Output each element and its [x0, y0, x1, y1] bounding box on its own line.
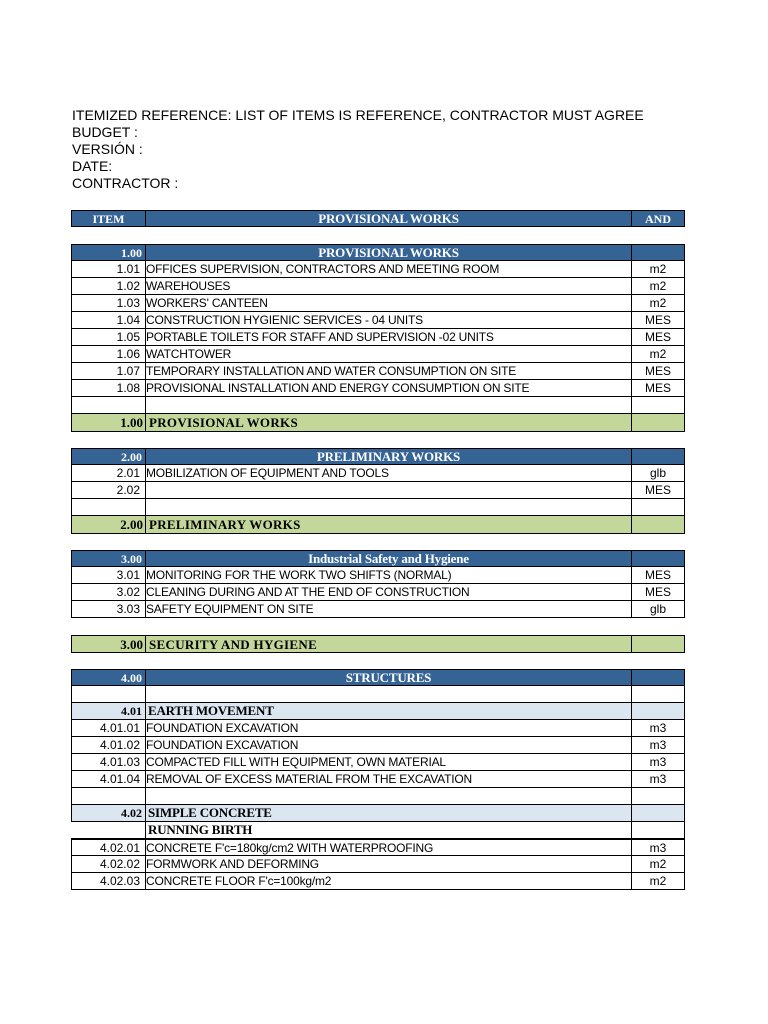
item-unit: MES	[644, 313, 671, 327]
item-unit: m2	[649, 874, 667, 888]
item-code: 1.08	[72, 380, 146, 396]
table-row	[71, 312, 685, 329]
item-unit: m3	[649, 738, 667, 752]
item-unit: glb	[649, 602, 666, 616]
item-unit: m2	[649, 347, 667, 361]
section-provisional-works	[71, 244, 685, 432]
section-title: PRELIMINARY WORKS	[146, 449, 632, 464]
item-code: 3.03	[72, 601, 146, 617]
item-description	[146, 482, 632, 498]
total-number: 2.00	[72, 516, 146, 533]
header-budget: BUDGET :	[72, 124, 138, 140]
subsection-unit-cell	[632, 805, 684, 821]
table-row	[71, 737, 685, 754]
empty-cell	[71, 822, 145, 838]
table-row	[71, 295, 685, 312]
item-code: 4.02.03	[72, 873, 146, 889]
table-row	[71, 261, 685, 278]
section-title: PROVISIONAL WORKS	[146, 245, 632, 260]
subsection-number: 4.01	[72, 703, 146, 719]
item-description: SAFETY EQUIPMENT ON SITE	[146, 601, 632, 617]
total-number: 1.00	[72, 414, 146, 431]
empty-cell	[146, 499, 632, 515]
item-code: 1.07	[72, 363, 146, 379]
table-row	[71, 465, 685, 482]
item-description: MOBILIZATION OF EQUIPMENT AND TOOLS	[146, 465, 632, 481]
item-description: CONCRETE FLOOR F'c=100kg/m2	[146, 873, 632, 889]
item-description: COMPACTED FILL WITH EQUIPMENT, OWN MATERIAL	[146, 754, 632, 770]
column-description-header: PROVISIONAL WORKS	[146, 211, 632, 226]
subsection-subtitle: RUNNING BIRTH	[145, 822, 632, 838]
section-header-row	[71, 448, 685, 465]
total-label: PRELIMINARY WORKS	[146, 516, 632, 533]
item-unit: m3	[649, 841, 667, 855]
item-description: TEMPORARY INSTALLATION AND WATER CONSUMPTION ON SITE	[146, 363, 632, 379]
item-code: 1.03	[72, 295, 146, 311]
item-code: 3.02	[72, 584, 146, 600]
item-unit: MES	[644, 585, 671, 599]
item-description: CLEANING DURING AND AT THE END OF CONSTRUCTION	[146, 584, 632, 600]
section-total-row	[71, 414, 685, 432]
item-description: CONCRETE F'c=180kg/cm2 WITH WATERPROOFING	[146, 840, 632, 855]
total-unit-cell	[632, 414, 684, 431]
table-row	[71, 363, 685, 380]
item-description: REMOVAL OF EXCESS MATERIAL FROM THE EXCAVATION	[146, 771, 632, 787]
table-row	[71, 754, 685, 771]
empty-cell	[146, 788, 632, 804]
empty-cell	[146, 397, 632, 413]
header-contractor: CONTRACTOR :	[72, 175, 179, 191]
table-row	[71, 839, 685, 856]
subsection-header-row	[71, 703, 685, 720]
section-preliminary-works	[71, 448, 685, 534]
header-reference: ITEMIZED REFERENCE: LIST OF ITEMS IS REFERENCE, CONTRACTOR MUST AGREE	[72, 107, 644, 123]
total-unit-cell	[632, 516, 684, 533]
section-total-row	[71, 635, 685, 653]
item-code: 4.02.02	[72, 856, 146, 872]
subsection-number: 4.02	[72, 805, 146, 821]
item-description: CONSTRUCTION HYGIENIC SERVICES - 04 UNITS	[146, 312, 632, 328]
empty-cell	[632, 822, 684, 838]
item-description: FOUNDATION EXCAVATION	[146, 720, 632, 736]
empty-row	[71, 686, 685, 703]
item-code: 1.04	[72, 312, 146, 328]
item-unit: m2	[649, 857, 667, 871]
subsection-title: EARTH MOVEMENT	[146, 703, 632, 719]
empty-cell	[72, 686, 146, 702]
item-code: 4.01.01	[72, 720, 146, 736]
item-unit: MES	[644, 381, 671, 395]
header-version: VERSIÓN :	[72, 141, 143, 157]
section-number: 3.00	[72, 551, 146, 566]
total-unit-cell	[632, 636, 684, 652]
empty-cell	[72, 499, 146, 515]
table-row	[71, 856, 685, 873]
item-code: 4.02.01	[72, 840, 146, 855]
section-number: 2.00	[72, 449, 146, 464]
section-title: STRUCTURES	[146, 670, 632, 685]
item-code: 4.01.03	[72, 754, 146, 770]
total-label: PROVISIONAL WORKS	[146, 414, 632, 431]
item-unit: m3	[649, 772, 667, 786]
empty-row	[71, 499, 685, 516]
table-row	[71, 567, 685, 584]
item-code: 1.02	[72, 278, 146, 294]
section-header-row	[71, 244, 685, 261]
header-date: DATE:	[72, 158, 113, 174]
section-total-row	[71, 516, 685, 534]
empty-row	[71, 397, 685, 414]
item-description: PORTABLE TOILETS FOR STAFF AND SUPERVISION -02 UNITS	[146, 329, 632, 345]
empty-cell	[632, 788, 684, 804]
item-code: 4.01.04	[72, 771, 146, 787]
section-unit-cell	[632, 245, 684, 260]
item-description: PROVISIONAL INSTALLATION AND ENERGY CONSUMPTION ON SITE	[146, 380, 632, 396]
column-header-table	[71, 210, 685, 227]
item-unit: MES	[644, 483, 671, 497]
subsection-unit-cell	[632, 703, 684, 719]
column-unit-header: AND	[645, 212, 671, 226]
item-unit: MES	[644, 330, 671, 344]
table-row	[71, 482, 685, 499]
empty-cell	[72, 788, 146, 804]
section-header-row	[71, 669, 685, 686]
table-row	[71, 380, 685, 397]
item-description: MONITORING FOR THE WORK TWO SHIFTS (NORMAL)	[146, 567, 632, 583]
section-number: 1.00	[72, 245, 146, 260]
item-code: 1.01	[72, 261, 146, 277]
section-unit-cell	[632, 449, 684, 464]
table-row	[71, 329, 685, 346]
table-row	[71, 771, 685, 788]
section-security-total	[71, 635, 685, 653]
item-code: 1.06	[72, 346, 146, 362]
item-code: 3.01	[72, 567, 146, 583]
item-description: FOUNDATION EXCAVATION	[146, 737, 632, 753]
section-unit-cell	[632, 551, 684, 566]
item-unit: m3	[649, 721, 667, 735]
item-code: 2.02	[72, 482, 146, 498]
empty-cell	[146, 686, 632, 702]
section-industrial-safety	[71, 550, 685, 618]
item-code: 4.01.02	[72, 737, 146, 753]
item-unit: m3	[649, 755, 667, 769]
table-row	[71, 873, 685, 890]
total-label: SECURITY AND HYGIENE	[146, 636, 632, 652]
subsection-subtitle-row	[71, 822, 685, 839]
item-description: WORKERS' CANTEEN	[146, 295, 632, 311]
item-description: WATCHTOWER	[146, 346, 632, 362]
item-unit: MES	[644, 568, 671, 582]
empty-cell	[632, 686, 684, 702]
empty-cell	[632, 499, 684, 515]
item-code: 1.05	[72, 329, 146, 345]
section-structures	[71, 669, 685, 890]
section-title: Industrial Safety and Hygiene	[146, 551, 632, 566]
table-row	[71, 346, 685, 363]
document-header	[72, 107, 644, 192]
item-unit: m2	[649, 296, 667, 310]
empty-cell	[72, 397, 146, 413]
table-row	[71, 601, 685, 618]
item-unit: MES	[644, 364, 671, 378]
item-unit: m2	[649, 279, 667, 293]
total-number: 3.00	[72, 636, 146, 652]
table-row	[71, 584, 685, 601]
section-header-row	[71, 550, 685, 567]
item-code: 2.01	[72, 465, 146, 481]
column-item-header: ITEM	[72, 211, 146, 226]
table-row	[71, 720, 685, 737]
table-row	[71, 278, 685, 295]
empty-cell	[632, 397, 684, 413]
item-description: OFFICES SUPERVISION, CONTRACTORS AND MEETING ROOM	[146, 261, 632, 277]
item-description: WAREHOUSES	[146, 278, 632, 294]
empty-row	[71, 788, 685, 805]
section-number: 4.00	[72, 670, 146, 685]
section-unit-cell	[632, 670, 684, 685]
subsection-title: SIMPLE CONCRETE	[146, 805, 632, 821]
item-unit: m2	[649, 262, 667, 276]
item-unit: glb	[649, 466, 666, 480]
column-header-row	[71, 210, 685, 227]
subsection-header-row	[71, 805, 685, 822]
item-description: FORMWORK AND DEFORMING	[146, 856, 632, 872]
